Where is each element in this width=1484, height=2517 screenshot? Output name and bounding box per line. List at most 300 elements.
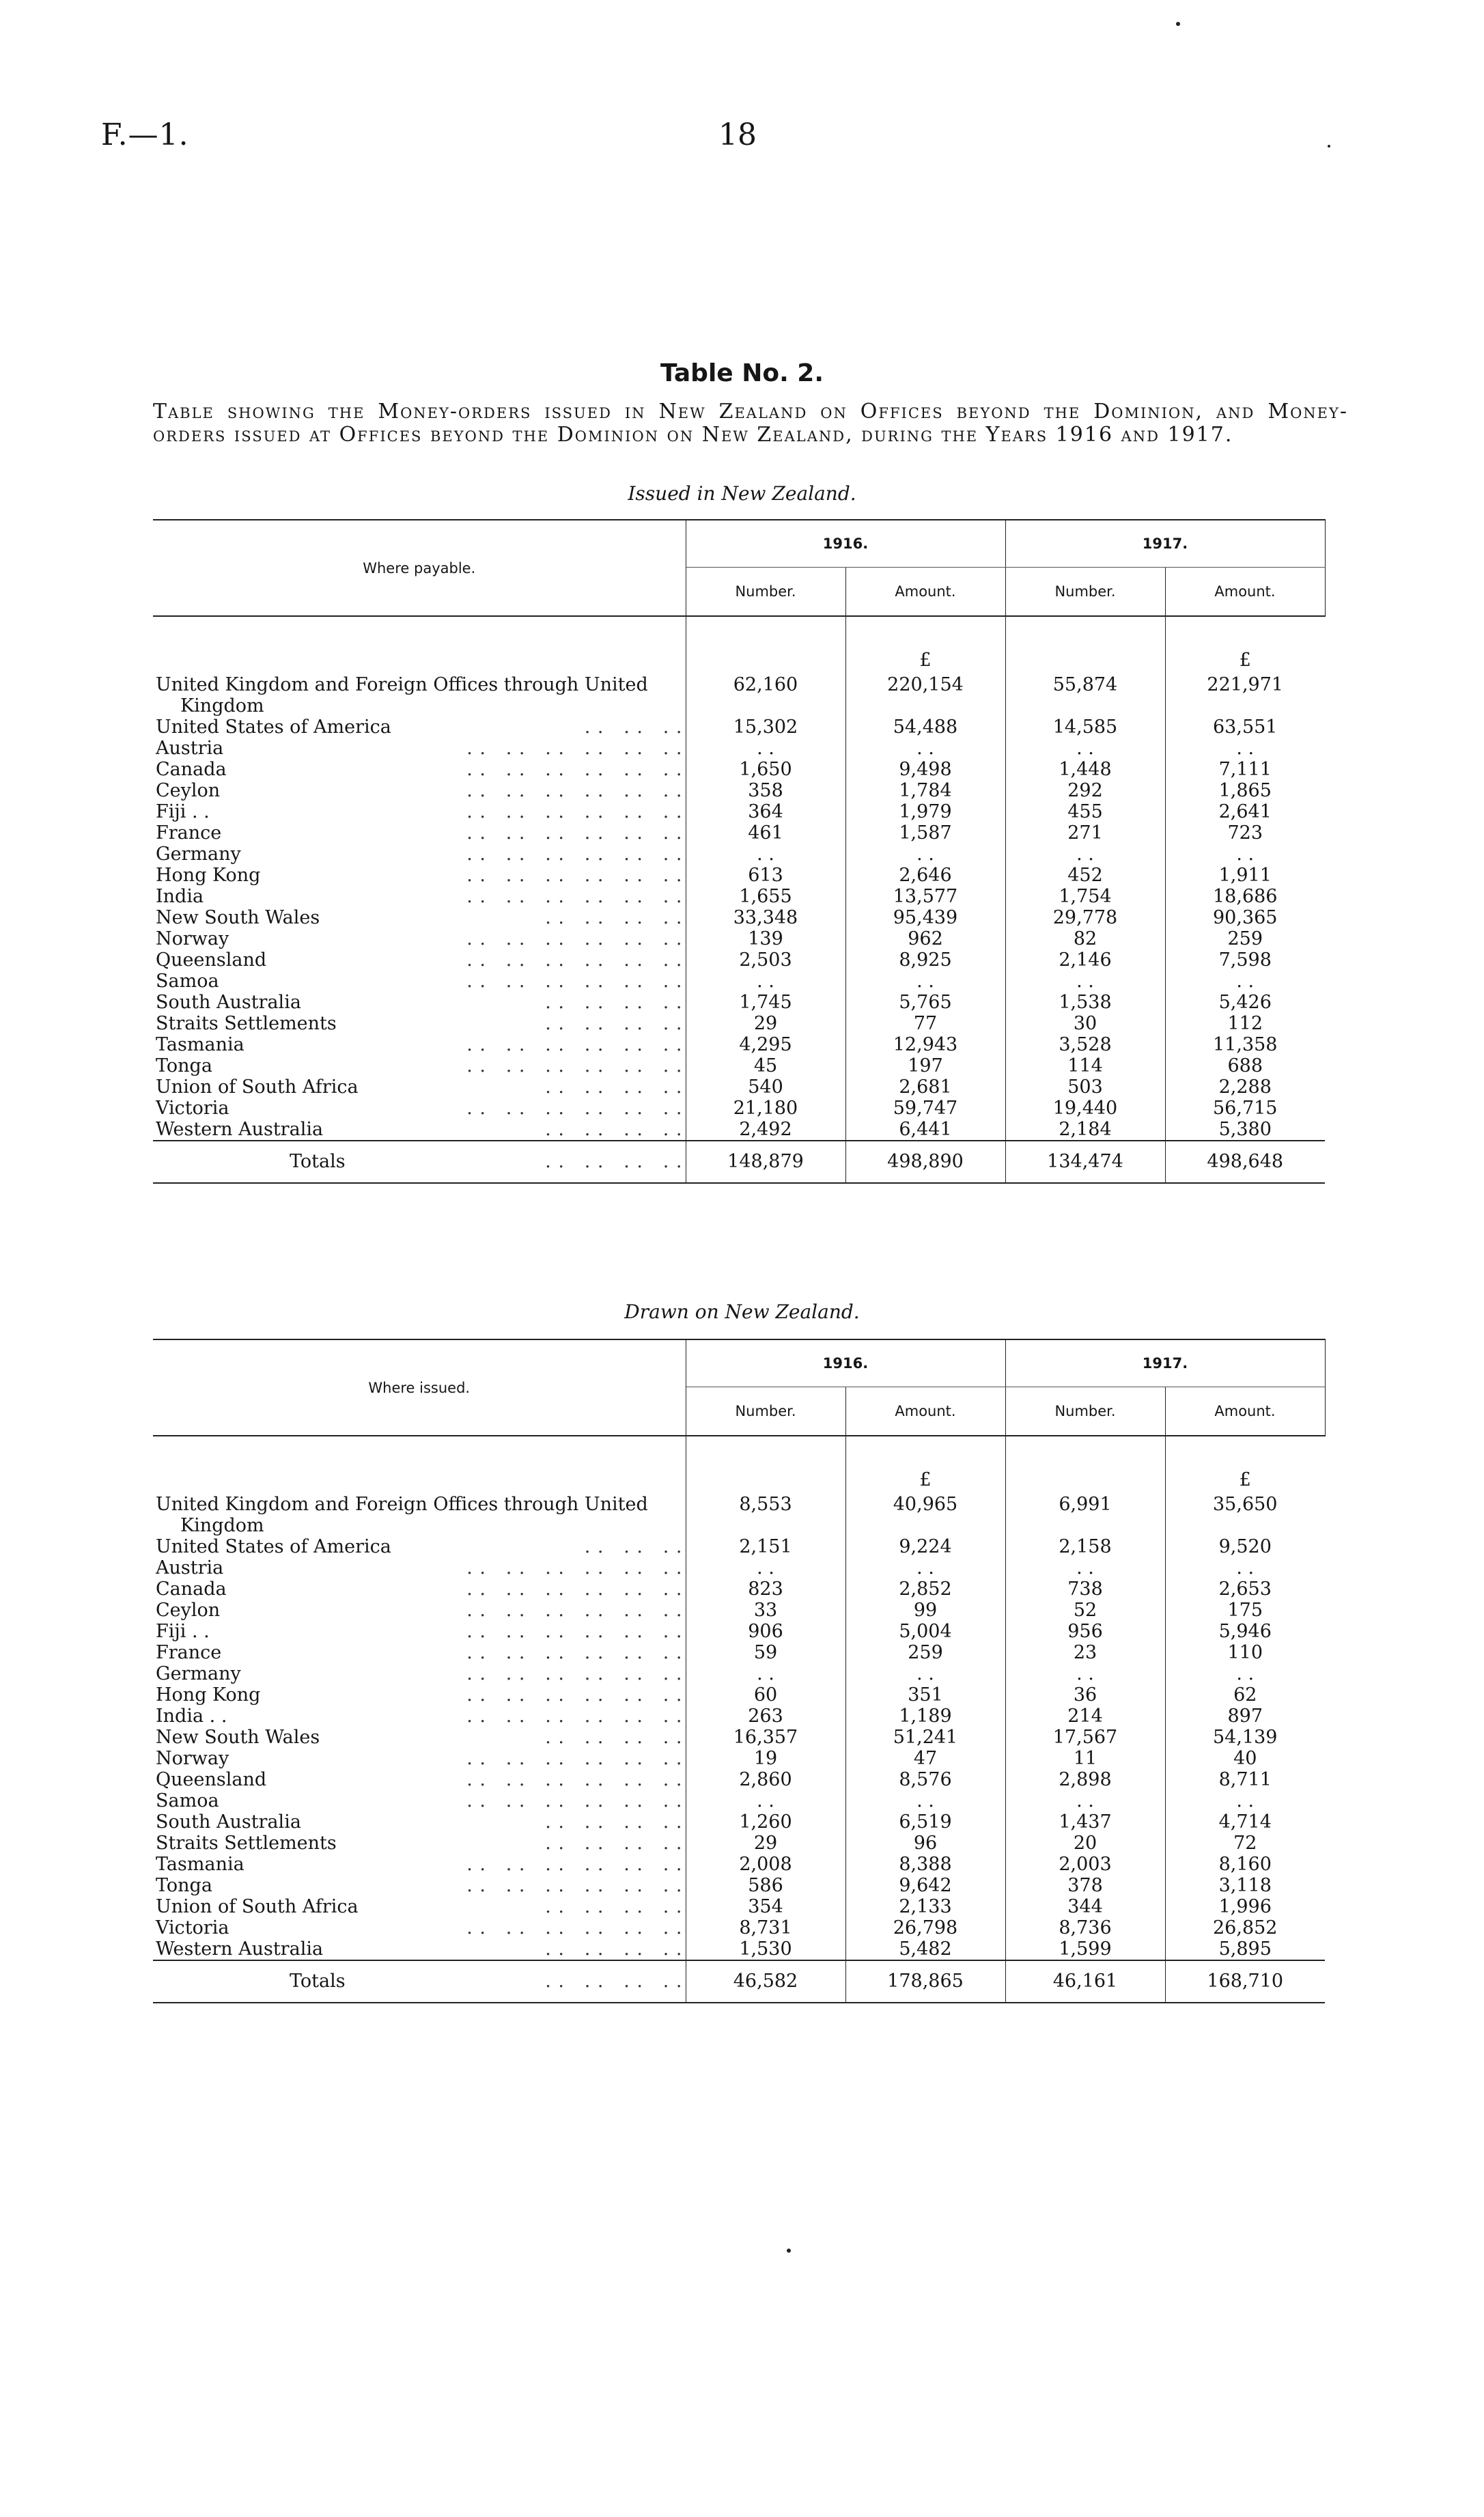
leader-dots: . . . . . .: [584, 1536, 683, 1557]
total-number-1917: 134,474: [1005, 1141, 1165, 1183]
row-label-line: Kingdom: [180, 1515, 264, 1536]
number-1916-cell: . .: [686, 1790, 845, 1811]
number-1917-cell: 36: [1005, 1684, 1165, 1706]
number-1916-cell: 540: [686, 1076, 845, 1098]
amount-1916-cell: 9,642: [845, 1875, 1005, 1896]
amount-1916-cell: . .: [845, 844, 1005, 865]
amount-1916-cell: . .: [845, 971, 1005, 992]
spacer-cell: [153, 1436, 686, 1466]
currency-symbol: £: [845, 647, 1005, 674]
row-label-text: Queensland: [156, 1769, 267, 1790]
amount-1917-cell: 26,852: [1165, 1917, 1325, 1938]
amount-1916-cell: 95,439: [845, 907, 1005, 928]
row-label-text: Fiji . .: [156, 1621, 210, 1642]
number-1916-cell: 15,302: [686, 717, 845, 738]
row-label-text: South Australia: [156, 1811, 301, 1833]
row-label-text: Queensland: [156, 949, 267, 971]
spacer-cell: [153, 616, 686, 647]
table-row: [153, 1748, 1325, 1769]
number-1916-cell: 1,655: [686, 886, 845, 907]
row-label: [153, 1938, 686, 1960]
row-label: [153, 1833, 686, 1854]
amount-1916-cell: 8,925: [845, 949, 1005, 971]
amount-1917-cell: 112: [1165, 1013, 1325, 1034]
leader-dots: . . . . . . . .: [545, 1151, 683, 1172]
total-amount-1916: 498,890: [845, 1141, 1005, 1183]
amount-1916-cell: 6,519: [845, 1811, 1005, 1833]
column-header-number-1916: Number.: [686, 568, 845, 617]
number-1917-cell: 455: [1005, 801, 1165, 822]
leader-dots: . . . . . . . . . . . .: [466, 780, 683, 801]
amount-1917-cell: 1,996: [1165, 1896, 1325, 1917]
amount-1917-cell: 175: [1165, 1600, 1325, 1621]
row-label-text: Samoa: [156, 1790, 219, 1811]
number-1917-cell: 956: [1005, 1621, 1165, 1642]
number-1917-cell: 503: [1005, 1076, 1165, 1098]
table-row: [153, 1642, 1325, 1663]
table-row: [153, 844, 1325, 865]
totals-label-cell: [153, 1960, 686, 2003]
row-label-line: United Kingdom and Foreign Offices through United: [156, 1494, 648, 1515]
row-label: [153, 1013, 686, 1034]
number-1917-cell: 1,599: [1005, 1938, 1165, 1960]
number-1916-cell: 1,745: [686, 992, 845, 1013]
number-1917-cell: . .: [1005, 1557, 1165, 1579]
leader-dots: . . . . . . . . . . . .: [466, 1769, 683, 1790]
table-row: [153, 1896, 1325, 1917]
number-1917-cell: 20: [1005, 1833, 1165, 1854]
amount-1917-cell: 18,686: [1165, 886, 1325, 907]
row-label-text: India: [156, 886, 204, 907]
number-1917-cell: 19,440: [1005, 1098, 1165, 1119]
number-1917-cell: 55,874: [1005, 674, 1165, 717]
row-label-text: Hong Kong: [156, 1684, 261, 1706]
number-1916-cell: 60: [686, 1684, 845, 1706]
row-label: [153, 1076, 686, 1098]
row-label: [153, 1494, 686, 1536]
empty-cell: [1005, 647, 1165, 674]
row-label-text: Germany: [156, 844, 241, 865]
row-label-text: United States of America: [156, 1536, 391, 1557]
table-row: [153, 738, 1325, 759]
amount-1917-cell: 2,288: [1165, 1076, 1325, 1098]
amount-1916-cell: 26,798: [845, 1917, 1005, 1938]
amount-1917-cell: 221,971: [1165, 674, 1325, 717]
empty-cell: [153, 1466, 686, 1494]
amount-1916-cell: 1,979: [845, 801, 1005, 822]
scan-speck: [1176, 22, 1180, 26]
spacer-cell: [1005, 616, 1165, 647]
number-1916-cell: 1,650: [686, 759, 845, 780]
row-label: [153, 1875, 686, 1896]
total-amount-1917: 498,648: [1165, 1141, 1325, 1183]
total-number-1916: 148,879: [686, 1141, 845, 1183]
number-1917-cell: 1,754: [1005, 886, 1165, 907]
column-header-1917: 1917.: [1005, 1339, 1325, 1387]
row-label: [153, 949, 686, 971]
table-row: [153, 1621, 1325, 1642]
row-label-text: United States of America: [156, 717, 391, 738]
leader-dots: . . . . . . . .: [545, 1013, 683, 1034]
number-1916-cell: 2,151: [686, 1536, 845, 1557]
number-1916-cell: . .: [686, 1663, 845, 1684]
amount-1917-cell: 9,520: [1165, 1536, 1325, 1557]
amount-1916-cell: . .: [845, 1557, 1005, 1579]
column-header-1916: 1916.: [686, 1339, 1005, 1387]
leader-dots: . . . . . . . . . . . .: [466, 1663, 683, 1684]
amount-1916-cell: 9,224: [845, 1536, 1005, 1557]
leader-dots: . . . . . . . . . . . .: [466, 759, 683, 780]
leader-dots: . . . . . . . .: [545, 1076, 683, 1098]
row-label: [153, 992, 686, 1013]
row-label: [153, 1727, 686, 1748]
table-caption: Table showing the Money-orders issued in New Zealand on Offices beyond the Dominion, and Money-orders issued at Offices beyond the Dominion on New Zealand, during the Years 1916 and 1917.: [153, 400, 1348, 447]
amount-1916-cell: 47: [845, 1748, 1005, 1769]
empty-cell: [153, 647, 686, 674]
number-1917-cell: 2,898: [1005, 1769, 1165, 1790]
row-label: [153, 780, 686, 801]
leader-dots: . . . . . . . .: [545, 1727, 683, 1748]
currency-symbol: £: [845, 1466, 1005, 1494]
leader-dots: . . . . . . . . . . . .: [466, 1557, 683, 1579]
row-label-line: United Kingdom and Foreign Offices through United: [156, 674, 648, 695]
leader-dots: . . . . . . . . . . . .: [466, 1706, 683, 1727]
number-1917-cell: 271: [1005, 822, 1165, 844]
number-1916-cell: 906: [686, 1621, 845, 1642]
total-number-1917: 46,161: [1005, 1960, 1165, 2003]
currency-symbol: £: [1165, 1466, 1325, 1494]
row-label-text: France: [156, 1642, 222, 1663]
number-1917-cell: 23: [1005, 1642, 1165, 1663]
row-label: [153, 717, 686, 738]
currency-symbol: £: [1165, 647, 1325, 674]
amount-1917-cell: 5,895: [1165, 1938, 1325, 1960]
number-1916-cell: . .: [686, 1557, 845, 1579]
table-row: [153, 717, 1325, 738]
leader-dots: . . . . . . . . . . . .: [466, 1055, 683, 1076]
row-label: [153, 674, 686, 717]
number-1916-cell: 823: [686, 1579, 845, 1600]
row-label-text: Union of South Africa: [156, 1896, 359, 1917]
number-1917-cell: 17,567: [1005, 1727, 1165, 1748]
table-subtitle-drawn: Drawn on New Zealand.: [624, 1301, 860, 1323]
row-label-text: Ceylon: [156, 1600, 221, 1621]
number-1917-cell: 1,448: [1005, 759, 1165, 780]
table-row: [153, 1790, 1325, 1811]
number-1917-cell: 3,528: [1005, 1034, 1165, 1055]
number-1916-cell: 45: [686, 1055, 845, 1076]
spacer-cell: [686, 1436, 845, 1466]
number-1916-cell: 16,357: [686, 1727, 845, 1748]
amount-1917-cell: 1,865: [1165, 780, 1325, 801]
amount-1917-cell: 40: [1165, 1748, 1325, 1769]
amount-1916-cell: 6,441: [845, 1119, 1005, 1141]
number-1916-cell: 2,503: [686, 949, 845, 971]
spacer-cell: [845, 616, 1005, 647]
leader-dots: . . . . . . . . . . . .: [466, 822, 683, 844]
totals-label: Totals: [290, 1971, 346, 1992]
leader-dots: . . . . . . . . . . . .: [466, 738, 683, 759]
table-row: [153, 971, 1325, 992]
amount-1916-cell: 51,241: [845, 1727, 1005, 1748]
leader-dots: . . . . . . . .: [545, 1896, 683, 1917]
amount-1917-cell: 5,380: [1165, 1119, 1325, 1141]
row-label: [153, 907, 686, 928]
currency-row: [153, 1466, 1325, 1494]
amount-1916-cell: 40,965: [845, 1494, 1005, 1536]
row-label-text: Ceylon: [156, 780, 221, 801]
row-label: [153, 971, 686, 992]
table-row: [153, 992, 1325, 1013]
row-label: [153, 1917, 686, 1938]
table-body: [153, 1436, 1325, 2003]
number-1916-cell: 613: [686, 865, 845, 886]
number-1916-cell: 461: [686, 822, 845, 844]
row-label-text: Hong Kong: [156, 865, 261, 886]
column-header-number-1916: Number.: [686, 1387, 845, 1436]
table-row: [153, 1833, 1325, 1854]
leader-dots: . . . . . . . . . . . .: [466, 1034, 683, 1055]
row-label: [153, 844, 686, 865]
row-label-text: Tasmania: [156, 1854, 244, 1875]
amount-1916-cell: 1,189: [845, 1706, 1005, 1727]
empty-cell: [686, 1466, 845, 1494]
amount-1917-cell: 35,650: [1165, 1494, 1325, 1536]
number-1916-cell: 1,530: [686, 1938, 845, 1960]
number-1916-cell: . .: [686, 971, 845, 992]
amount-1917-cell: . .: [1165, 1790, 1325, 1811]
number-1917-cell: 2,184: [1005, 1119, 1165, 1141]
number-1916-cell: 19: [686, 1748, 845, 1769]
table-row: [153, 1706, 1325, 1727]
table-row: [153, 1600, 1325, 1621]
leader-dots: . . . . . . . .: [545, 907, 683, 928]
amount-1916-cell: 2,646: [845, 865, 1005, 886]
leader-dots: . . . . . . . . . . . .: [466, 971, 683, 992]
table-row: [153, 1034, 1325, 1055]
amount-1917-cell: 5,426: [1165, 992, 1325, 1013]
spacer-cell: [1165, 1436, 1325, 1466]
table-row: [153, 1811, 1325, 1833]
amount-1916-cell: 5,004: [845, 1621, 1005, 1642]
number-1916-cell: 139: [686, 928, 845, 949]
table-row: [153, 886, 1325, 907]
leader-dots: . . . . . . . . . . . .: [466, 1790, 683, 1811]
number-1917-cell: 214: [1005, 1706, 1165, 1727]
table-row: [153, 1663, 1325, 1684]
leader-dots: . . . . . . . . . . . .: [466, 1684, 683, 1706]
number-1917-cell: . .: [1005, 1790, 1165, 1811]
number-1916-cell: 8,731: [686, 1917, 845, 1938]
row-label-text: Norway: [156, 1748, 229, 1769]
table-row: [153, 1013, 1325, 1034]
number-1917-cell: 14,585: [1005, 717, 1165, 738]
amount-1917-cell: 4,714: [1165, 1811, 1325, 1833]
table-row: [153, 1579, 1325, 1600]
row-label-text: New South Wales: [156, 907, 320, 928]
money-orders-drawn-table: [153, 1339, 1326, 2003]
amount-1916-cell: . .: [845, 738, 1005, 759]
column-header-amount-1917: Amount.: [1165, 1387, 1325, 1436]
money-orders-issued-table: [153, 519, 1326, 1184]
amount-1916-cell: 1,587: [845, 822, 1005, 844]
amount-1917-cell: . .: [1165, 1663, 1325, 1684]
row-label-text: Union of South Africa: [156, 1076, 359, 1098]
table-row: [153, 1854, 1325, 1875]
row-label: [153, 801, 686, 822]
number-1917-cell: 114: [1005, 1055, 1165, 1076]
totals-label-cell: [153, 1141, 686, 1183]
empty-cell: [686, 647, 845, 674]
row-label: [153, 1034, 686, 1055]
spacer-cell: [845, 1436, 1005, 1466]
row-label-line: Kingdom: [180, 695, 264, 717]
amount-1917-cell: 72: [1165, 1833, 1325, 1854]
amount-1916-cell: 9,498: [845, 759, 1005, 780]
table-row: [153, 1684, 1325, 1706]
number-1916-cell: 2,860: [686, 1769, 845, 1790]
amount-1917-cell: 8,711: [1165, 1769, 1325, 1790]
leader-dots: . . . . . . . . . . . .: [466, 1600, 683, 1621]
row-label-text: Victoria: [156, 1917, 229, 1938]
table-row: [153, 865, 1325, 886]
number-1917-cell: 2,146: [1005, 949, 1165, 971]
row-label-text: South Australia: [156, 992, 301, 1013]
number-1916-cell: 4,295: [686, 1034, 845, 1055]
totals-row: [153, 1960, 1325, 2003]
amount-1917-cell: 7,598: [1165, 949, 1325, 971]
spacer-cell: [686, 616, 845, 647]
leader-dots: . . . . . . . . . . . .: [466, 949, 683, 971]
column-header-where-issued: Where issued.: [153, 1339, 686, 1436]
row-label-text: Germany: [156, 1663, 241, 1684]
amount-1917-cell: 723: [1165, 822, 1325, 844]
row-label-text: Straits Settlements: [156, 1833, 337, 1854]
number-1916-cell: 263: [686, 1706, 845, 1727]
amount-1917-cell: 62: [1165, 1684, 1325, 1706]
total-amount-1917: 168,710: [1165, 1960, 1325, 2003]
number-1916-cell: 33,348: [686, 907, 845, 928]
amount-1916-cell: 220,154: [845, 674, 1005, 717]
amount-1916-cell: 5,482: [845, 1938, 1005, 1960]
amount-1916-cell: 197: [845, 1055, 1005, 1076]
number-1917-cell: 1,538: [1005, 992, 1165, 1013]
amount-1916-cell: 2,681: [845, 1076, 1005, 1098]
table-row: [153, 822, 1325, 844]
column-header-number-1917: Number.: [1005, 1387, 1165, 1436]
number-1916-cell: 29: [686, 1833, 845, 1854]
row-label-text: Fiji . .: [156, 801, 210, 822]
totals-label: Totals: [290, 1151, 346, 1172]
row-label-text: Western Australia: [156, 1119, 324, 1140]
number-1917-cell: . .: [1005, 844, 1165, 865]
row-label: [153, 928, 686, 949]
empty-cell: [1005, 1466, 1165, 1494]
number-1917-cell: 738: [1005, 1579, 1165, 1600]
amount-1917-cell: 56,715: [1165, 1098, 1325, 1119]
row-label-text: Tonga: [156, 1055, 212, 1076]
number-1916-cell: 8,553: [686, 1494, 845, 1536]
column-header-1917: 1917.: [1005, 520, 1325, 568]
number-1917-cell: 452: [1005, 865, 1165, 886]
table-row: [153, 1938, 1325, 1960]
table-row: [153, 1119, 1325, 1141]
number-1916-cell: . .: [686, 844, 845, 865]
amount-1916-cell: 259: [845, 1642, 1005, 1663]
amount-1916-cell: 13,577: [845, 886, 1005, 907]
table-row: [153, 674, 1325, 717]
amount-1917-cell: 2,641: [1165, 801, 1325, 822]
number-1917-cell: 344: [1005, 1896, 1165, 1917]
row-label: [153, 1119, 686, 1141]
row-label-text: India . .: [156, 1706, 227, 1727]
row-label-text: Norway: [156, 928, 229, 949]
leader-dots: . . . . . . . . . . . .: [466, 928, 683, 949]
table-subtitle-issued: Issued in New Zealand.: [628, 482, 856, 505]
number-1917-cell: 82: [1005, 928, 1165, 949]
number-1916-cell: 1,260: [686, 1811, 845, 1833]
table-row: [153, 1494, 1325, 1536]
leader-dots: . . . . . . . . . . . .: [466, 886, 683, 907]
table-row: [153, 1769, 1325, 1790]
row-label: [153, 759, 686, 780]
total-amount-1916: 178,865: [845, 1960, 1005, 2003]
number-1917-cell: 2,158: [1005, 1536, 1165, 1557]
amount-1917-cell: . .: [1165, 1557, 1325, 1579]
leader-dots: . . . . . . . .: [545, 1833, 683, 1854]
leader-dots: . . . . . . . . . . . .: [466, 1854, 683, 1875]
table-row: [153, 759, 1325, 780]
row-label: [153, 1579, 686, 1600]
number-1917-cell: . .: [1005, 1663, 1165, 1684]
leader-dots: . . . . . . . . . . . .: [466, 1098, 683, 1119]
row-label: [153, 1663, 686, 1684]
number-1917-cell: 29,778: [1005, 907, 1165, 928]
amount-1917-cell: 1,911: [1165, 865, 1325, 886]
spacer-row: [153, 616, 1325, 647]
amount-1916-cell: 5,765: [845, 992, 1005, 1013]
row-label: [153, 822, 686, 844]
row-label: [153, 1642, 686, 1663]
leader-dots: . . . . . .: [584, 717, 683, 738]
number-1916-cell: 29: [686, 1013, 845, 1034]
row-label-text: Canada: [156, 759, 227, 780]
column-header-where-payable: Where payable.: [153, 520, 686, 616]
column-header-amount-1916: Amount.: [845, 1387, 1005, 1436]
amount-1916-cell: 99: [845, 1600, 1005, 1621]
amount-1917-cell: . .: [1165, 738, 1325, 759]
number-1916-cell: 358: [686, 780, 845, 801]
amount-1916-cell: 962: [845, 928, 1005, 949]
table-row: [153, 949, 1325, 971]
currency-row: [153, 647, 1325, 674]
row-label: [153, 886, 686, 907]
number-1917-cell: 11: [1005, 1748, 1165, 1769]
amount-1917-cell: 54,139: [1165, 1727, 1325, 1748]
table-row: [153, 1098, 1325, 1119]
scan-speck: [787, 2249, 791, 2253]
amount-1917-cell: . .: [1165, 971, 1325, 992]
row-label: [153, 1600, 686, 1621]
amount-1917-cell: 8,160: [1165, 1854, 1325, 1875]
column-header-1916: 1916.: [686, 520, 1005, 568]
number-1916-cell: 62,160: [686, 674, 845, 717]
table-row: [153, 1727, 1325, 1748]
row-label: [153, 1790, 686, 1811]
amount-1916-cell: 12,943: [845, 1034, 1005, 1055]
number-1917-cell: 6,991: [1005, 1494, 1165, 1536]
number-1916-cell: 364: [686, 801, 845, 822]
